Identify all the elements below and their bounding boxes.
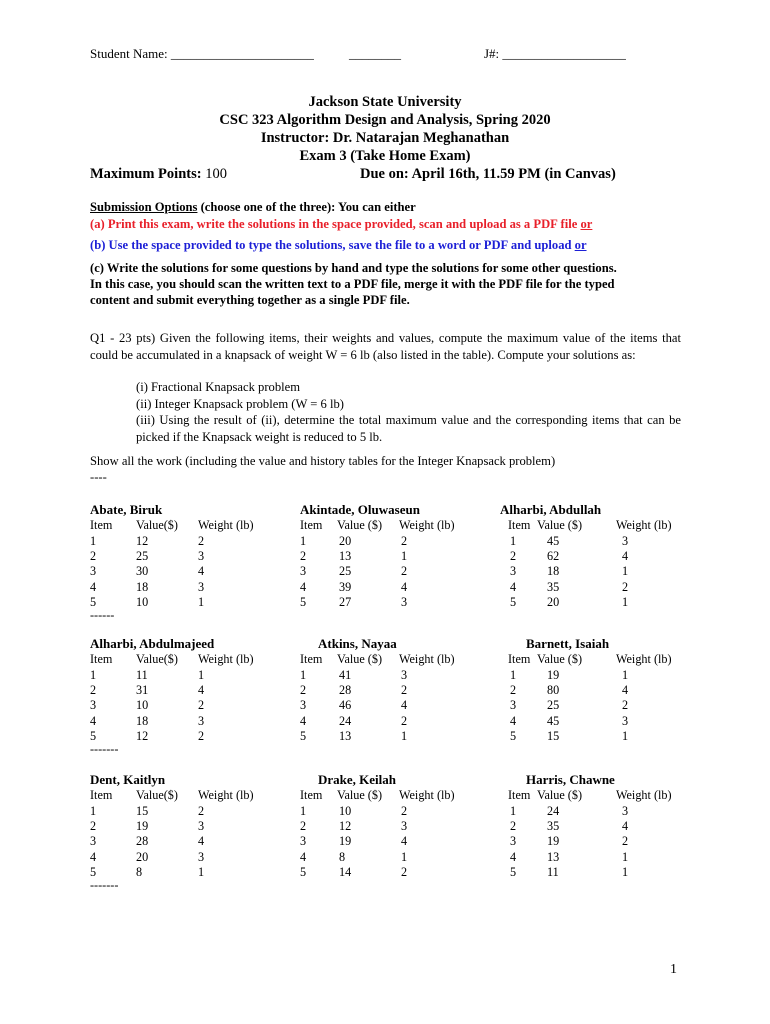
header-value: Value ($): [537, 788, 583, 802]
header-item: Item: [300, 788, 323, 802]
cell-value: 35: [547, 579, 560, 594]
submission-heading-rest: (choose one of the three): You can either: [197, 200, 416, 214]
cell-item: 4: [510, 579, 517, 594]
sub-question-i: (i) Fractional Knapsack problem: [136, 380, 301, 394]
cell-item: 3: [90, 564, 97, 579]
exam-title: Exam 3 (Take Home Exam): [299, 148, 471, 164]
cell-item: 3: [300, 564, 307, 579]
cell-weight: 3: [198, 579, 205, 594]
cell-value: 80: [547, 683, 560, 698]
cell-item: 3: [510, 698, 517, 713]
cell-item: 1: [510, 534, 517, 548]
student-name: Drake, Keilah: [318, 772, 396, 787]
header-item: Item: [300, 652, 323, 666]
cell-item: 2: [90, 683, 97, 698]
cell-value: 35: [547, 819, 560, 834]
cell-value: 19: [547, 834, 560, 849]
cell-value: 15: [136, 804, 149, 818]
cell-weight: 3: [622, 534, 629, 548]
header-value: Value($): [136, 652, 178, 666]
header-weight: Weight (lb): [399, 788, 455, 802]
option-c-line3: content and submit everything together as a single PDF file.: [90, 293, 410, 307]
cell-item: 1: [300, 804, 307, 818]
max-points-label: Maximum Points:: [90, 166, 202, 182]
header-item: Item: [508, 652, 531, 666]
cell-weight: 2: [401, 683, 408, 698]
table-divider: -------: [90, 878, 119, 892]
header-weight: Weight (lb): [399, 518, 455, 532]
cell-weight: 1: [401, 549, 408, 564]
cell-weight: 1: [401, 728, 408, 743]
cell-item: 3: [510, 834, 517, 849]
cell-value: 28: [339, 683, 352, 698]
cell-item: 2: [510, 549, 517, 564]
cell-value: 20: [136, 849, 149, 864]
cell-item: 4: [90, 579, 97, 594]
header-item: Item: [90, 518, 113, 532]
cell-weight: 2: [198, 698, 205, 713]
cell-item: 5: [510, 594, 517, 609]
cell-value: 10: [136, 698, 149, 713]
header-value: Value ($): [537, 518, 583, 532]
cell-value: 20: [547, 594, 560, 609]
cell-weight: 3: [401, 668, 408, 682]
cell-value: 13: [547, 849, 560, 864]
cell-item: 1: [510, 668, 517, 682]
cell-value: 19: [339, 834, 352, 849]
header-item: Item: [300, 518, 323, 532]
cell-item: 4: [510, 713, 517, 728]
option-c-line1: (c) Write the solutions for some questions by hand and type the solutions for some other questions.: [90, 261, 617, 275]
cell-item: 5: [510, 728, 517, 743]
cell-value: 12: [136, 534, 149, 548]
option-b-or: or: [574, 238, 587, 252]
cell-value: 30: [136, 564, 149, 579]
cell-weight: 2: [401, 713, 408, 728]
instructor-line: Instructor: Dr. Natarajan Meghanathan: [260, 130, 510, 146]
cell-value: 28: [136, 834, 149, 849]
submission-heading-label: Submission Options: [90, 200, 198, 214]
cell-value: 45: [547, 534, 560, 548]
cell-weight: 3: [401, 594, 408, 609]
cell-item: 2: [300, 819, 307, 834]
cell-value: 25: [547, 698, 560, 713]
header-value: Value ($): [337, 518, 383, 532]
cell-item: 4: [300, 713, 307, 728]
option-a-or: or: [580, 217, 593, 231]
cell-value: 41: [339, 668, 352, 682]
cell-weight: 3: [198, 849, 205, 864]
option-a-text: (a) Print this exam, write the solutions in the space provided, scan and upload as a PDF file: [90, 217, 581, 231]
header-item: Item: [508, 788, 531, 802]
cell-item: 4: [90, 713, 97, 728]
cell-weight: 2: [401, 534, 408, 548]
header-value: Value ($): [537, 652, 583, 666]
option-c-line2: In this case, you should scan the written text to a PDF file, merge it with the PDF file for the typed: [90, 277, 615, 291]
due-date: Due on: April 16th, 11.59 PM (in Canvas): [360, 166, 616, 182]
cell-value: 62: [547, 549, 560, 564]
cell-weight: 1: [622, 594, 629, 609]
cell-value: 46: [339, 698, 352, 713]
cell-item: 5: [90, 594, 97, 609]
cell-value: 25: [339, 564, 352, 579]
max-points-value: 100: [205, 166, 227, 182]
student-name: Abate, Biruk: [90, 502, 163, 517]
cell-weight: 2: [622, 579, 629, 594]
cell-item: 5: [510, 864, 517, 879]
cell-weight: 4: [198, 683, 205, 698]
option-a: [90, 217, 592, 232]
university-title: Jackson State University: [308, 94, 462, 110]
header-weight: Weight (lb): [616, 518, 672, 532]
j-number-field[interactable]: J#: ___________________: [484, 46, 626, 61]
cell-item: 3: [90, 698, 97, 713]
cell-value: 14: [339, 864, 352, 879]
cell-value: 31: [136, 683, 149, 698]
cell-weight: 1: [198, 594, 205, 609]
cell-value: 12: [339, 819, 352, 834]
cell-value: 18: [547, 564, 560, 579]
header-weight: Weight (lb): [616, 652, 672, 666]
cell-value: 25: [136, 549, 149, 564]
cell-value: 39: [339, 579, 352, 594]
cell-weight: 1: [622, 564, 629, 579]
cell-item: 3: [300, 834, 307, 849]
cell-weight: 2: [198, 534, 205, 548]
cell-weight: 3: [198, 713, 205, 728]
table-divider: -------: [90, 742, 119, 756]
sub-question-ii: (ii) Integer Knapsack problem (W = 6 lb): [136, 397, 344, 411]
submission-heading: [90, 200, 416, 215]
student-name: Barnett, Isaiah: [526, 636, 610, 651]
header-value: Value($): [136, 518, 178, 532]
cell-value: 11: [547, 864, 559, 879]
cell-weight: 1: [401, 849, 408, 864]
cell-weight: 4: [622, 549, 629, 564]
cell-weight: 4: [622, 683, 629, 698]
cell-weight: 3: [401, 819, 408, 834]
cell-item: 2: [300, 549, 307, 564]
cell-item: 4: [90, 849, 97, 864]
header-item: Item: [508, 518, 531, 532]
cell-weight: 4: [198, 564, 205, 579]
cell-item: 4: [300, 579, 307, 594]
cell-value: 18: [136, 713, 149, 728]
cell-weight: 2: [401, 804, 408, 818]
student-name: Atkins, Nayaa: [318, 636, 397, 651]
cell-item: 4: [300, 849, 307, 864]
cell-value: 45: [547, 713, 560, 728]
cell-value: 15: [547, 728, 560, 743]
header-value: Value ($): [337, 788, 383, 802]
header-item: Item: [90, 652, 113, 666]
cell-weight: 3: [198, 549, 205, 564]
cell-weight: 4: [401, 698, 408, 713]
cell-value: 8: [339, 849, 346, 864]
header-value: Value ($): [337, 652, 383, 666]
student-name: Akintade, Oluwaseun: [300, 502, 420, 517]
cell-weight: 3: [622, 713, 629, 728]
cell-item: 3: [90, 834, 97, 849]
student-name: Alharbi, Abdullah: [500, 502, 602, 517]
sub-question-iii: (iii) Using the result of (ii), determine the total maximum value and the corresponding items that can be picked if the Knapsack weight is reduced to 5 lb.: [136, 413, 681, 444]
cell-value: 8: [136, 864, 143, 879]
cell-value: 20: [339, 534, 352, 548]
cell-item: 5: [90, 864, 97, 879]
cell-weight: 3: [198, 819, 205, 834]
cell-value: 27: [339, 594, 352, 609]
cell-weight: 1: [622, 668, 629, 682]
cell-item: 2: [510, 683, 517, 698]
cell-value: 18: [136, 579, 149, 594]
cell-value: 12: [136, 728, 149, 743]
cell-weight: 1: [198, 864, 205, 879]
cell-item: 1: [90, 668, 97, 682]
cell-weight: 1: [198, 668, 205, 682]
cell-item: 3: [510, 564, 517, 579]
cell-item: 5: [90, 728, 97, 743]
cell-item: 5: [300, 864, 307, 879]
student-name: Dent, Kaitlyn: [90, 772, 166, 787]
blank-field[interactable]: ________: [349, 46, 401, 61]
cell-value: 19: [136, 819, 149, 834]
cell-value: 10: [136, 594, 149, 609]
page-number: 1: [670, 962, 677, 977]
cell-value: 13: [339, 728, 352, 743]
cell-weight: 4: [401, 834, 408, 849]
cell-value: 24: [547, 804, 560, 818]
header-value: Value($): [136, 788, 178, 802]
option-b-text: (b) Use the space provided to type the solutions, save the file to a word or PDF and upload: [90, 238, 575, 252]
cell-item: 4: [510, 849, 517, 864]
cell-weight: 2: [401, 864, 408, 879]
header-weight: Weight (lb): [198, 652, 254, 666]
question-text: Q1 - 23 pts) Given the following items, their weights and values, compute the maximum value of the items that could be accumulated in a knapsack of weight W = 6 lb (also listed in the table). Compute your solutions as:: [90, 331, 681, 362]
header-weight: Weight (lb): [399, 652, 455, 666]
cell-item: 2: [90, 819, 97, 834]
header-item: Item: [90, 788, 113, 802]
cell-item: 1: [90, 534, 97, 548]
max-points: [90, 166, 227, 183]
cell-item: 1: [300, 668, 307, 682]
cell-item: 1: [300, 534, 307, 548]
cell-weight: 1: [622, 864, 629, 879]
cell-value: 11: [136, 668, 148, 682]
header-weight: Weight (lb): [198, 518, 254, 532]
cell-value: 10: [339, 804, 352, 818]
cell-value: 24: [339, 713, 352, 728]
cell-weight: 4: [622, 819, 629, 834]
cell-weight: 2: [622, 698, 629, 713]
cell-item: 2: [90, 549, 97, 564]
question-dashes: ----: [90, 470, 107, 484]
cell-item: 5: [300, 728, 307, 743]
cell-weight: 4: [401, 579, 408, 594]
student-name: Alharbi, Abdulmajeed: [90, 636, 215, 651]
course-title: CSC 323 Algorithm Design and Analysis, Spring 2020: [219, 112, 551, 128]
cell-weight: 3: [622, 804, 629, 818]
option-b: [90, 238, 587, 253]
cell-item: 3: [300, 698, 307, 713]
cell-weight: 2: [401, 564, 408, 579]
header-weight: Weight (lb): [616, 788, 672, 802]
cell-weight: 1: [622, 728, 629, 743]
student-name-field[interactable]: Student Name: ______________________: [90, 46, 314, 61]
show-work-instruction: Show all the work (including the value and history tables for the Integer Knapsack problem): [90, 454, 556, 468]
cell-item: 2: [510, 819, 517, 834]
cell-weight: 2: [198, 728, 205, 743]
header-weight: Weight (lb): [198, 788, 254, 802]
cell-item: 1: [510, 804, 517, 818]
cell-weight: 2: [622, 834, 629, 849]
cell-weight: 2: [198, 804, 205, 818]
cell-weight: 4: [198, 834, 205, 849]
cell-value: 13: [339, 549, 352, 564]
cell-item: 2: [300, 683, 307, 698]
cell-item: 5: [300, 594, 307, 609]
cell-item: 1: [90, 804, 97, 818]
table-divider: ------: [90, 608, 115, 622]
cell-weight: 1: [622, 849, 629, 864]
cell-value: 19: [547, 668, 560, 682]
student-name: Harris, Chawne: [526, 772, 615, 787]
